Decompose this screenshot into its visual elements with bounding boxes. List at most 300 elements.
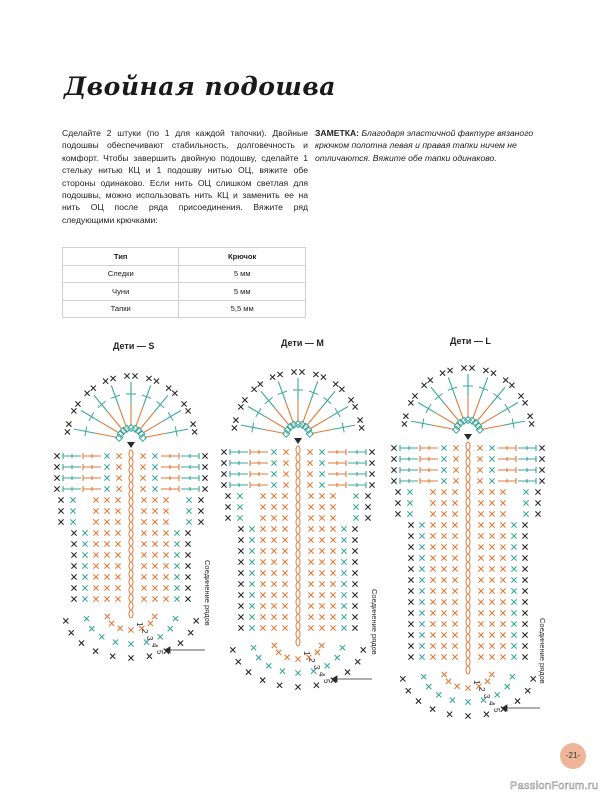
single-crochet-symbol [403, 413, 408, 418]
chain-symbol [129, 610, 133, 618]
single-crochet-symbol [85, 391, 90, 396]
single-crochet-symbol [421, 674, 426, 679]
single-crochet-symbol [419, 632, 424, 637]
single-crochet-symbol [511, 588, 516, 593]
single-crochet-symbol [489, 478, 494, 483]
single-crochet-symbol [118, 626, 123, 631]
single-crochet-symbol [408, 566, 413, 571]
single-crochet-symbol [104, 552, 109, 557]
single-crochet-symbol [237, 504, 242, 509]
chain-symbol [466, 538, 470, 546]
single-crochet-symbol [152, 464, 157, 469]
chain-symbol [129, 530, 133, 538]
single-crochet-symbol [477, 456, 482, 461]
single-crochet-symbol [330, 592, 335, 597]
single-crochet-symbol [355, 659, 360, 664]
single-crochet-symbol [478, 566, 483, 571]
single-crochet-symbol [452, 489, 457, 494]
double-crochet-symbol [400, 478, 418, 484]
single-crochet-symbol [430, 566, 435, 571]
chain-symbol [466, 602, 470, 610]
single-crochet-symbol [282, 526, 287, 531]
single-crochet-symbol [511, 643, 516, 648]
single-crochet-symbol [453, 467, 458, 472]
single-crochet-symbol [441, 654, 446, 659]
single-crochet-symbol [271, 592, 276, 597]
single-crochet-symbol [103, 379, 108, 384]
single-crochet-symbol [478, 522, 483, 527]
single-crochet-symbol [202, 486, 207, 491]
single-crochet-symbol [319, 559, 324, 564]
single-crochet-symbol [63, 618, 68, 623]
single-crochet-symbol [419, 610, 424, 615]
single-crochet-symbol [408, 588, 413, 593]
chain-symbol [296, 550, 300, 558]
double-crochet-symbol [181, 453, 199, 459]
chain-symbol [129, 570, 133, 578]
single-crochet-symbol [352, 559, 357, 564]
single-crochet-symbol [461, 365, 466, 370]
single-crochet-symbol [152, 596, 157, 601]
single-crochet-symbol [412, 393, 417, 398]
single-crochet-symbol [509, 383, 514, 388]
single-crochet-symbol [202, 453, 207, 458]
single-crochet-symbol [238, 614, 243, 619]
single-crochet-symbol [115, 497, 120, 502]
single-crochet-symbol [82, 563, 87, 568]
single-crochet-symbol [141, 563, 146, 568]
single-crochet-symbol [319, 581, 324, 586]
single-crochet-symbol [282, 625, 287, 630]
single-crochet-symbol [528, 413, 533, 418]
single-crochet-symbol [307, 471, 312, 476]
single-crochet-symbol [115, 596, 120, 601]
double-crochet-symbol [348, 460, 366, 466]
fan-stitch-line [482, 425, 504, 429]
double-crochet-symbol [328, 471, 346, 477]
single-crochet-symbol [115, 585, 120, 590]
single-crochet-symbol [428, 378, 433, 383]
fan-stitch-line [333, 425, 355, 429]
fan-stitch-line [503, 421, 525, 425]
single-crochet-symbol [441, 511, 446, 516]
single-crochet-symbol [430, 511, 435, 516]
single-crochet-symbol [529, 421, 534, 426]
single-crochet-symbol [341, 592, 346, 597]
double-crochet-symbol [420, 467, 438, 473]
single-crochet-symbol [430, 707, 435, 712]
double-crochet-symbol [348, 449, 366, 455]
fan-stitch-line [89, 412, 94, 421]
chain-symbol [466, 626, 470, 634]
single-crochet-symbol [271, 625, 276, 630]
start-marker-icon [127, 442, 135, 448]
single-crochet-symbol [341, 625, 346, 630]
single-crochet-symbol [408, 555, 413, 560]
single-crochet-symbol [54, 453, 59, 458]
single-crochet-symbol [285, 655, 290, 660]
fan-stitch-line [140, 412, 154, 429]
single-crochet-symbol [242, 397, 247, 402]
fan-stitch-line [307, 408, 321, 425]
single-crochet-symbol [319, 504, 324, 509]
single-crochet-symbol [489, 544, 494, 549]
note-text: Благодаря эластичной фактуре вязаного крючком полотна левая и правая тапки ничем не отличаются. Вяжите обе тапки одинаково. [315, 128, 534, 163]
single-crochet-symbol [271, 548, 276, 553]
single-crochet-symbol [174, 596, 179, 601]
single-crochet-symbol [352, 625, 357, 630]
single-crochet-symbol [469, 365, 474, 370]
chain-symbol [129, 538, 133, 546]
row-number: 4 [150, 643, 159, 648]
single-crochet-symbol [452, 544, 457, 549]
row-number: 5 [492, 708, 501, 713]
chain-symbol [466, 482, 470, 490]
single-crochet-symbol [163, 541, 168, 546]
row-number: 5 [155, 650, 164, 655]
single-crochet-symbol [500, 599, 505, 604]
fan-stitch-line [303, 402, 310, 423]
single-crochet-symbol [128, 655, 133, 660]
single-crochet-symbol [299, 369, 304, 374]
single-crochet-symbol [478, 533, 483, 538]
single-crochet-symbol [419, 643, 424, 648]
single-crochet-symbol [489, 489, 494, 494]
table-header: Тип [63, 248, 179, 266]
table-cell: Тапки [63, 300, 179, 318]
single-crochet-symbol [237, 493, 242, 498]
double-crochet-symbol [328, 460, 346, 466]
single-crochet-symbol [465, 685, 470, 690]
single-crochet-symbol [307, 482, 312, 487]
single-crochet-symbol [419, 533, 424, 538]
single-crochet-symbol [319, 471, 324, 476]
single-crochet-symbol [478, 621, 483, 626]
single-crochet-symbol [511, 544, 516, 549]
single-crochet-symbol [308, 603, 313, 608]
single-crochet-symbol [271, 581, 276, 586]
single-crochet-symbol [430, 489, 435, 494]
single-crochet-symbol [93, 552, 98, 557]
chain-symbol [129, 466, 133, 474]
single-crochet-symbol [442, 672, 447, 677]
chain-symbol [129, 498, 133, 506]
chain-symbol [129, 594, 133, 602]
single-crochet-symbol [447, 712, 452, 717]
intro-paragraph: Сделайте 2 штуки (по 1 для каждой тапочки). Двойные подошвы обеспечивают стабильность, долговечность и комфорт. Чтобы завершить двойную подошву, сделайте 1 стельку нитью КЦ и 1 подошву нитью ОЦ, вяжите обе стороны одинаково. Если нить ОЦ слишком светлая для подошвы, можно использовать нить КЦ и заменить ее на нить ОЦ после ряда присоединения. Вяжите ряд следующими крючками: [62, 128, 308, 225]
single-crochet-symbol [353, 493, 358, 498]
single-crochet-symbol [352, 614, 357, 619]
double-crochet-symbol [161, 475, 179, 481]
single-crochet-symbol [319, 625, 324, 630]
fan-stitch-line [445, 404, 459, 421]
arrow-icon [332, 676, 372, 682]
single-crochet-symbol [452, 500, 457, 505]
single-crochet-symbol [93, 497, 98, 502]
single-crochet-symbol [282, 559, 287, 564]
chain-symbol [296, 566, 300, 574]
single-crochet-symbol [319, 614, 324, 619]
single-crochet-symbol [408, 643, 413, 648]
double-crochet-symbol [420, 456, 438, 462]
single-crochet-symbol [249, 614, 254, 619]
single-crochet-symbol [232, 425, 237, 430]
fan-stitch-line [275, 408, 289, 425]
single-crochet-symbol [522, 588, 527, 593]
single-crochet-symbol [174, 530, 179, 535]
single-crochet-symbol [308, 515, 313, 520]
single-crochet-symbol [441, 643, 446, 648]
single-crochet-symbol [441, 467, 446, 472]
double-crochet-symbol [400, 456, 418, 462]
single-crochet-symbol [489, 643, 494, 648]
single-crochet-symbol [276, 650, 281, 655]
single-crochet-symbol [104, 585, 109, 590]
single-crochet-symbol [523, 489, 528, 494]
single-crochet-symbol [282, 592, 287, 597]
chain-symbol [296, 494, 300, 502]
single-crochet-symbol [441, 533, 446, 538]
single-crochet-symbol [91, 386, 96, 391]
fan-stitch-line [136, 406, 143, 427]
single-crochet-symbol [271, 471, 276, 476]
single-crochet-symbol [141, 508, 146, 513]
single-crochet-symbol [282, 515, 287, 520]
single-crochet-symbol [225, 493, 230, 498]
single-crochet-symbol [452, 643, 457, 648]
single-crochet-symbol [333, 382, 338, 387]
single-crochet-symbol [237, 515, 242, 520]
single-crochet-symbol [511, 577, 516, 582]
single-crochet-symbol [500, 511, 505, 516]
single-crochet-symbol [152, 497, 157, 502]
single-crochet-symbol [178, 640, 183, 645]
single-crochet-symbol [71, 530, 76, 535]
fan-stitch-line [96, 433, 118, 437]
single-crochet-symbol [249, 537, 254, 542]
chain-symbol [296, 598, 300, 606]
double-crochet-symbol [230, 460, 248, 466]
double-crochet-symbol [420, 445, 438, 451]
double-crochet-symbol [63, 475, 81, 481]
single-crochet-symbol [419, 577, 424, 582]
single-crochet-symbol [441, 456, 446, 461]
single-crochet-symbol [308, 614, 313, 619]
single-crochet-symbol [330, 537, 335, 542]
single-crochet-symbol [93, 649, 98, 654]
single-crochet-symbol [395, 511, 400, 516]
fan-stitch-line [491, 387, 505, 404]
chain-symbol [129, 578, 133, 586]
single-crochet-symbol [116, 453, 121, 458]
single-crochet-symbol [441, 599, 446, 604]
single-crochet-symbol [341, 559, 346, 564]
fan-stitch-line [94, 395, 108, 412]
fan-stitch-line [166, 429, 188, 433]
single-crochet-symbol [408, 577, 413, 582]
double-crochet-symbol [328, 449, 346, 455]
single-crochet-symbol [353, 515, 358, 520]
single-crochet-symbol [352, 526, 357, 531]
chain-symbol [296, 518, 300, 526]
single-crochet-symbol [408, 632, 413, 637]
single-crochet-symbol [419, 588, 424, 593]
single-crochet-symbol [430, 577, 435, 582]
single-crochet-symbol [341, 614, 346, 619]
single-crochet-symbol [358, 417, 363, 422]
single-crochet-symbol [185, 596, 190, 601]
double-crochet-symbol [250, 482, 268, 488]
single-crochet-symbol [408, 544, 413, 549]
arrow-icon [165, 647, 205, 653]
single-crochet-symbol [308, 581, 313, 586]
chain-symbol [296, 454, 300, 462]
fan-stitch-line [248, 406, 267, 417]
single-crochet-symbol [271, 482, 276, 487]
double-crochet-symbol [83, 453, 101, 459]
double-crochet-symbol [83, 486, 101, 492]
single-crochet-symbol [282, 614, 287, 619]
single-crochet-symbol [221, 471, 226, 476]
fan-stitch-line [329, 406, 348, 417]
single-crochet-symbol [319, 482, 324, 487]
chain-symbol [296, 462, 300, 470]
single-crochet-symbol [70, 519, 75, 524]
single-crochet-symbol [105, 614, 110, 619]
single-crochet-symbol [71, 585, 76, 590]
single-crochet-symbol [330, 548, 335, 553]
single-crochet-symbol [140, 464, 145, 469]
page-number-badge: -21- [560, 743, 586, 769]
chain-symbol [466, 634, 470, 642]
single-crochet-symbol [260, 570, 265, 575]
single-crochet-symbol [478, 632, 483, 637]
single-crochet-symbol [489, 599, 494, 604]
single-crochet-symbol [54, 486, 59, 491]
chain-symbol [466, 450, 470, 458]
single-crochet-symbol [69, 630, 74, 635]
single-crochet-symbol [408, 621, 413, 626]
single-crochet-symbol [308, 504, 313, 509]
single-crochet-symbol [465, 713, 470, 718]
single-crochet-symbol [478, 555, 483, 560]
single-crochet-symbol [441, 478, 446, 483]
single-crochet-symbol [477, 445, 482, 450]
single-crochet-symbol [400, 676, 405, 681]
chain-symbol [466, 562, 470, 570]
single-crochet-symbol [174, 574, 179, 579]
single-crochet-symbol [110, 376, 115, 381]
single-crochet-symbol [485, 679, 490, 684]
single-crochet-symbol [359, 425, 364, 430]
single-crochet-symbol [321, 375, 326, 380]
single-crochet-symbol [522, 555, 527, 560]
chain-symbol [296, 510, 300, 518]
single-crochet-symbol [452, 610, 457, 615]
single-crochet-symbol [430, 500, 435, 505]
single-crochet-symbol [500, 588, 505, 593]
single-crochet-symbol [282, 581, 287, 586]
single-crochet-symbol [335, 655, 340, 660]
single-crochet-symbol [522, 621, 527, 626]
single-crochet-symbol [283, 460, 288, 465]
single-crochet-symbol [319, 592, 324, 597]
single-crochet-symbol [174, 563, 179, 568]
single-crochet-symbol [115, 519, 120, 524]
double-crochet-symbol [400, 467, 418, 473]
single-crochet-symbol [500, 654, 505, 659]
single-crochet-symbol [104, 596, 109, 601]
single-crochet-symbol [168, 626, 173, 631]
single-crochet-symbol [352, 592, 357, 597]
note-label: ЗАМЕТКА: [315, 128, 360, 138]
single-crochet-symbol [539, 445, 544, 450]
single-crochet-symbol [408, 533, 413, 538]
single-crochet-symbol [489, 456, 494, 461]
single-crochet-symbol [152, 508, 157, 513]
single-crochet-symbol [430, 654, 435, 659]
single-crochet-symbol [194, 618, 199, 623]
fan-stitch-line [312, 429, 334, 433]
single-crochet-symbol [238, 570, 243, 575]
double-crochet-symbol [63, 486, 81, 492]
single-crochet-symbol [82, 530, 87, 535]
single-crochet-symbol [115, 552, 120, 557]
single-crochet-symbol [500, 577, 505, 582]
single-crochet-symbol [500, 500, 505, 505]
table-header: Крючок [179, 248, 306, 266]
row-number: 3 [145, 636, 154, 641]
single-crochet-symbol [152, 530, 157, 535]
single-crochet-symbol [116, 464, 121, 469]
table-cell: Следки [63, 265, 179, 283]
single-crochet-symbol [341, 526, 346, 531]
single-crochet-symbol [408, 654, 413, 659]
table-cell: 5 мм [179, 283, 306, 301]
single-crochet-symbol [419, 522, 424, 527]
single-crochet-symbol [104, 486, 109, 491]
arrow-icon [502, 705, 540, 711]
double-crochet-symbol [250, 471, 268, 477]
single-crochet-symbol [441, 544, 446, 549]
fan-stitch-line [168, 412, 173, 421]
single-crochet-symbol [353, 404, 358, 409]
single-crochet-symbol [82, 585, 87, 590]
single-crochet-symbol [426, 684, 431, 689]
fan-stitch-line [154, 395, 168, 412]
single-crochet-symbol [82, 552, 87, 557]
fan-stitch-line [162, 410, 181, 421]
single-crochet-symbol [104, 563, 109, 568]
row-number: 2 [477, 687, 486, 692]
single-crochet-symbol [163, 519, 168, 524]
single-crochet-symbol [452, 566, 457, 571]
join-label: Соединение рядов [203, 560, 212, 626]
single-crochet-symbol [319, 493, 324, 498]
chain-symbol [466, 490, 470, 498]
single-crochet-symbol [453, 445, 458, 450]
single-crochet-symbol [71, 552, 76, 557]
single-crochet-symbol [478, 500, 483, 505]
single-crochet-symbol [282, 493, 287, 498]
single-crochet-symbol [115, 530, 120, 535]
single-crochet-symbol [152, 552, 157, 557]
single-crochet-symbol [191, 421, 196, 426]
fan-stitch-line [431, 387, 445, 404]
single-crochet-symbol [186, 497, 191, 502]
double-crochet-symbol [161, 453, 179, 459]
chain-symbol [129, 490, 133, 498]
